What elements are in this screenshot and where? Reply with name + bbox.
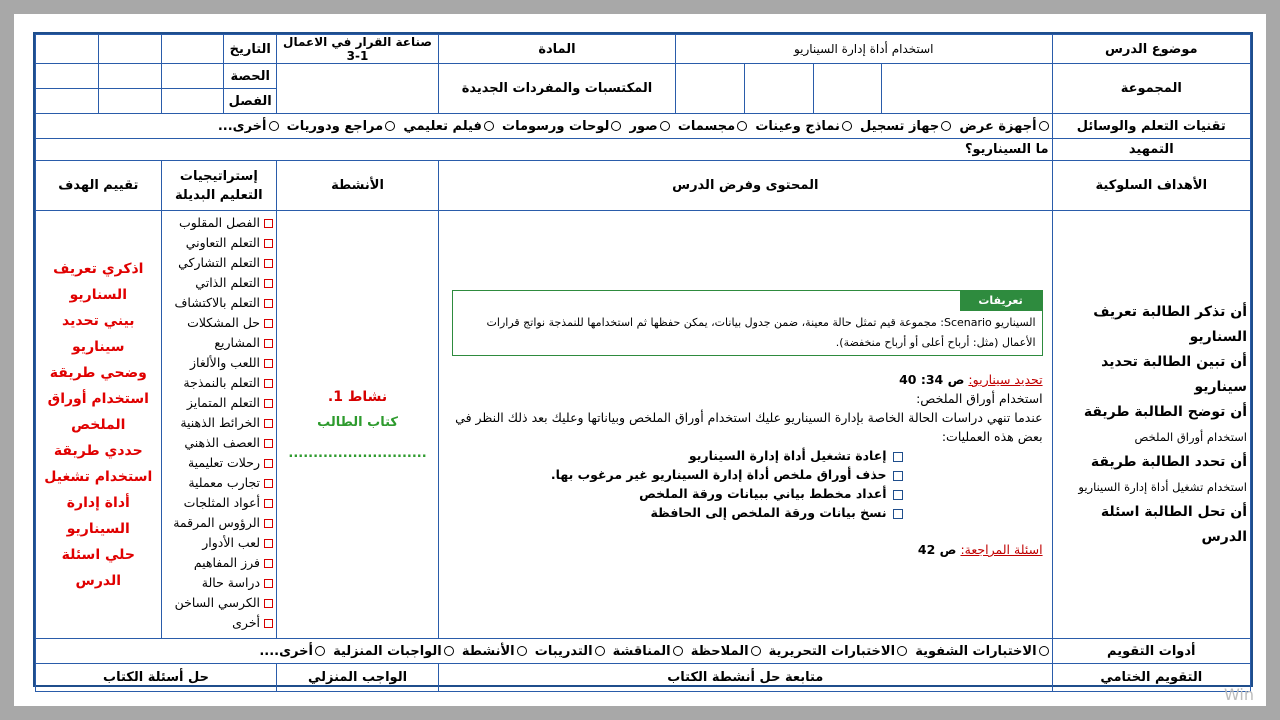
intro-value[interactable]: ما السيناريو؟ (36, 139, 1053, 161)
checkbox-icon[interactable] (264, 319, 273, 328)
subject-value[interactable]: صناعة القرار في الاعمال 1-3 (277, 35, 439, 64)
checkbox-icon[interactable] (264, 339, 273, 348)
checkbox-icon[interactable] (264, 439, 273, 448)
homework-label: الواجب المنزلي (277, 664, 439, 692)
vocab-label: المكتسبات والمفردات الجديدة (439, 64, 676, 114)
strategy-item: تجارب معملية (165, 473, 273, 493)
group-cell-3[interactable] (744, 64, 813, 114)
assessment-option[interactable]: التدريبات (535, 644, 605, 659)
lesson-topic-value[interactable]: استخدام أداة إدارة السيناريو (675, 35, 1052, 64)
follow-up: متابعة حل أنشطة الكتاب (439, 664, 1053, 692)
group-cell-1[interactable] (882, 64, 1052, 114)
subject-label: المادة (439, 35, 676, 64)
tool-option[interactable]: صور (630, 119, 670, 134)
group-cell-4[interactable] (675, 64, 744, 114)
date-cell-2[interactable] (98, 35, 161, 64)
lesson-plan-sheet (33, 32, 1253, 687)
strategy-item: فرز المفاهيم (165, 553, 273, 573)
class-cell-1[interactable] (161, 89, 224, 114)
checkbox-icon[interactable] (264, 359, 273, 368)
checkbox-icon[interactable] (893, 471, 903, 481)
definition-title: تعريفات (960, 291, 1042, 311)
radio-icon (842, 121, 852, 131)
assessment-label: أدوات التقويم (1052, 639, 1250, 664)
step-item: نسخ بيانات ورقة الملخص إلى الحافظة (448, 503, 903, 522)
radio-icon (385, 121, 395, 131)
strategy-item: دراسة حالة (165, 573, 273, 593)
summary-text: عندما تنهي دراسات الحالة الخاصة بإدارة السيناريو عليك استخدام أوراق الملخص وبياناتها وعليك بعد ذلك النظر في بعض هذه العمليات: (455, 410, 1043, 444)
evaluation-cell (36, 211, 162, 639)
tool-option[interactable]: نماذج وعينات (755, 119, 852, 134)
objective-item: أن تحل الطالبة اسئلة الدرس (1100, 503, 1247, 545)
checkbox-icon[interactable] (264, 619, 273, 628)
checkbox-icon[interactable] (893, 490, 903, 500)
tool-option[interactable]: مراجع ودوريات (287, 119, 396, 134)
assessment-option[interactable]: الواجبات المنزلية (333, 644, 454, 659)
strategy-item: التعلم بالاكتشاف (165, 293, 273, 313)
checkbox-icon[interactable] (264, 499, 273, 508)
tool-option[interactable]: جهاز تسجيل (860, 119, 951, 134)
strategy-item: العصف الذهني (165, 433, 273, 453)
date-cell-1[interactable] (161, 35, 224, 64)
checkbox-icon[interactable] (264, 219, 273, 228)
activity-title: نشاط 1. (327, 388, 388, 405)
content-header: المحتوى وفرض الدرس (439, 161, 1053, 211)
radio-icon (737, 121, 747, 131)
objectives-header: الأهداف السلوكية (1052, 161, 1250, 211)
strategy-item: رحلات تعليمية (165, 453, 273, 473)
assessment-option[interactable]: المناقشة (613, 644, 683, 659)
strategy-item: اللعب والألغاز (165, 353, 273, 373)
strategy-item: التعلم المتمايز (165, 393, 273, 413)
strategy-item: الرؤوس المرقمة (165, 513, 273, 533)
activity-subtitle: كتاب الطالب (317, 414, 398, 430)
radio-icon (1039, 646, 1049, 656)
radio-icon (595, 646, 605, 656)
checkbox-icon[interactable] (893, 452, 903, 462)
objective-item: أن توضح الطالبة طريقة استخدام أوراق الملخص (1083, 403, 1247, 444)
tool-option[interactable]: فيلم تعليمي (403, 119, 494, 134)
radio-icon (1039, 121, 1049, 131)
definition-text: السيناريو Scenario: مجموعة قيم تمثل حالة معينة، ضمن جدول بيانات، يمكن حفظها ثم استخدامها للنمذجة نواتج قرارات الأعمال (مثل: أرباح أعلى أو أرباح منخفضة). (486, 316, 1036, 349)
strategies-header: إستراتيجيات التعليم البديلة (161, 161, 276, 211)
strategy-item: التعلم التعاوني (165, 233, 273, 253)
checkbox-icon[interactable] (264, 279, 273, 288)
group-label: المجموعة (1052, 64, 1250, 114)
class-label: الفصل (224, 89, 277, 114)
evaluation-item: اذكري تعريف السناريو (53, 260, 144, 303)
strategy-item: التعلم بالنمذجة (165, 373, 273, 393)
evaluation-header: تقييم الهدف (36, 161, 162, 211)
period-cell-2[interactable] (98, 64, 161, 89)
objective-item: أن تحدد الطالبة طريقة استخدام تشغيل أداة إدارة السيناريو (1078, 453, 1247, 494)
radio-icon (751, 646, 761, 656)
radio-icon (660, 121, 670, 131)
content-cell (439, 211, 1053, 639)
review-label: اسئلة المراجعة: (960, 542, 1043, 557)
assessment-option[interactable]: الاختبارات التحريرية (769, 644, 907, 659)
period-cell-3[interactable] (36, 64, 99, 89)
strategy-item: الفصل المقلوب (165, 213, 273, 233)
checkbox-icon[interactable] (264, 559, 273, 568)
strategy-item: التعلم التشاركي (165, 253, 273, 273)
strategy-item: المشاريع (165, 333, 273, 353)
strategy-item: لعب الأدوار (165, 533, 273, 553)
objectives-cell (1052, 211, 1250, 639)
checkbox-icon[interactable] (264, 519, 273, 528)
activities-header: الأنشطة (277, 161, 439, 211)
lesson-content (442, 370, 1049, 559)
activities-cell (277, 211, 439, 639)
tool-option[interactable]: أخرى... (218, 119, 279, 134)
class-cell-3[interactable] (36, 89, 99, 114)
intro-label: التمهيد (1052, 139, 1250, 161)
scenario-pages: ص 34: 40 (899, 372, 965, 387)
checkbox-icon[interactable] (264, 479, 273, 488)
tools-options (36, 114, 1053, 139)
assessment-option[interactable]: الملاحظة (691, 644, 761, 659)
objective-item: أن تبين الطالبة تحديد سيناريو (1101, 353, 1247, 395)
evaluation-item: بيني تحديد سيناريو (62, 312, 135, 355)
lesson-topic-label: موضوع الدرس (1052, 35, 1250, 64)
radio-icon (269, 121, 279, 131)
assessment-options (36, 639, 1053, 664)
class-cell-2[interactable] (98, 89, 161, 114)
radio-icon (611, 121, 621, 131)
tool-option[interactable]: لوحات ورسومات (502, 119, 621, 134)
definition-box (452, 290, 1043, 356)
step-item: إعادة تشغيل أداة إدارة السيناريو (448, 446, 903, 465)
strategy-item: التعلم الذاتي (165, 273, 273, 293)
objectives-list (1056, 300, 1247, 550)
review-pages: ص 42 (917, 542, 957, 557)
tool-option[interactable]: مجسمات (678, 119, 747, 134)
strategy-item: حل المشكلات (165, 313, 273, 333)
evaluation-item: حددي طريقة استخدام تشغيل أداة إدارة السيناريو (44, 442, 153, 537)
radio-icon (517, 646, 527, 656)
date-cell-3[interactable] (36, 35, 99, 64)
group-cell-2[interactable] (813, 64, 882, 114)
strategy-item: الخرائط الذهنية (165, 413, 273, 433)
lesson-plan-table (35, 34, 1251, 692)
checkbox-icon[interactable] (264, 579, 273, 588)
checkbox-icon[interactable] (264, 379, 273, 388)
checkbox-icon[interactable] (264, 539, 273, 548)
checkbox-icon[interactable] (264, 599, 273, 608)
strategies-list (165, 213, 273, 633)
strategies-cell (161, 211, 276, 639)
radio-icon (897, 646, 907, 656)
date-label: التاريخ (224, 35, 277, 64)
assessment-option[interactable]: أخرى.... (259, 644, 325, 659)
assessment-option[interactable]: الاختبارات الشفوية (915, 644, 1048, 659)
checkbox-icon[interactable] (264, 399, 273, 408)
strategy-item: الكرسي الساخن (165, 593, 273, 613)
tool-option[interactable]: أجهزة عرض (959, 119, 1048, 134)
tools-label: تقنيات التعلم والوسائل (1052, 114, 1250, 139)
watermark: Win (1223, 685, 1254, 704)
assessment-option[interactable]: الأنشطة (462, 644, 527, 659)
checkbox-icon[interactable] (264, 419, 273, 428)
period-cell-1[interactable] (161, 64, 224, 89)
final-eval-label: التقويم الختامي (1052, 664, 1250, 692)
checkbox-icon[interactable] (893, 509, 903, 519)
book-questions: حل أسئلة الكتاب (36, 664, 277, 692)
radio-icon (444, 646, 454, 656)
objective-item: أن تذكر الطالبة تعريف السناريو (1093, 303, 1247, 345)
strategy-item: أخرى (165, 613, 273, 633)
step-item: أعداد مخطط بياني ببيانات ورقة الملخص (448, 484, 903, 503)
radio-icon (673, 646, 683, 656)
vocab-value[interactable] (277, 64, 439, 114)
radio-icon (484, 121, 494, 131)
evaluation-item: حلي اسئلة الدرس (61, 546, 135, 589)
radio-icon (315, 646, 325, 656)
evaluation-item: وضحي طريقة استخدام أوراق الملخص (47, 364, 149, 433)
period-label: الحصة (224, 64, 277, 89)
activity-dots: ............................ (288, 445, 427, 461)
checkbox-icon[interactable] (264, 459, 273, 468)
checkbox-icon[interactable] (264, 239, 273, 248)
scenario-label: تحديد سيناريو: (968, 372, 1043, 387)
step-item: حذف أوراق ملخص أداة إدارة السيناريو غير مرغوب بها. (448, 465, 903, 484)
checkbox-icon[interactable] (264, 259, 273, 268)
strategy-item: أعواد المثلجات (165, 493, 273, 513)
radio-icon (941, 121, 951, 131)
summary-label: استخدام أوراق الملخص: (916, 391, 1043, 406)
evaluation-list (39, 256, 158, 594)
checkbox-icon[interactable] (264, 299, 273, 308)
